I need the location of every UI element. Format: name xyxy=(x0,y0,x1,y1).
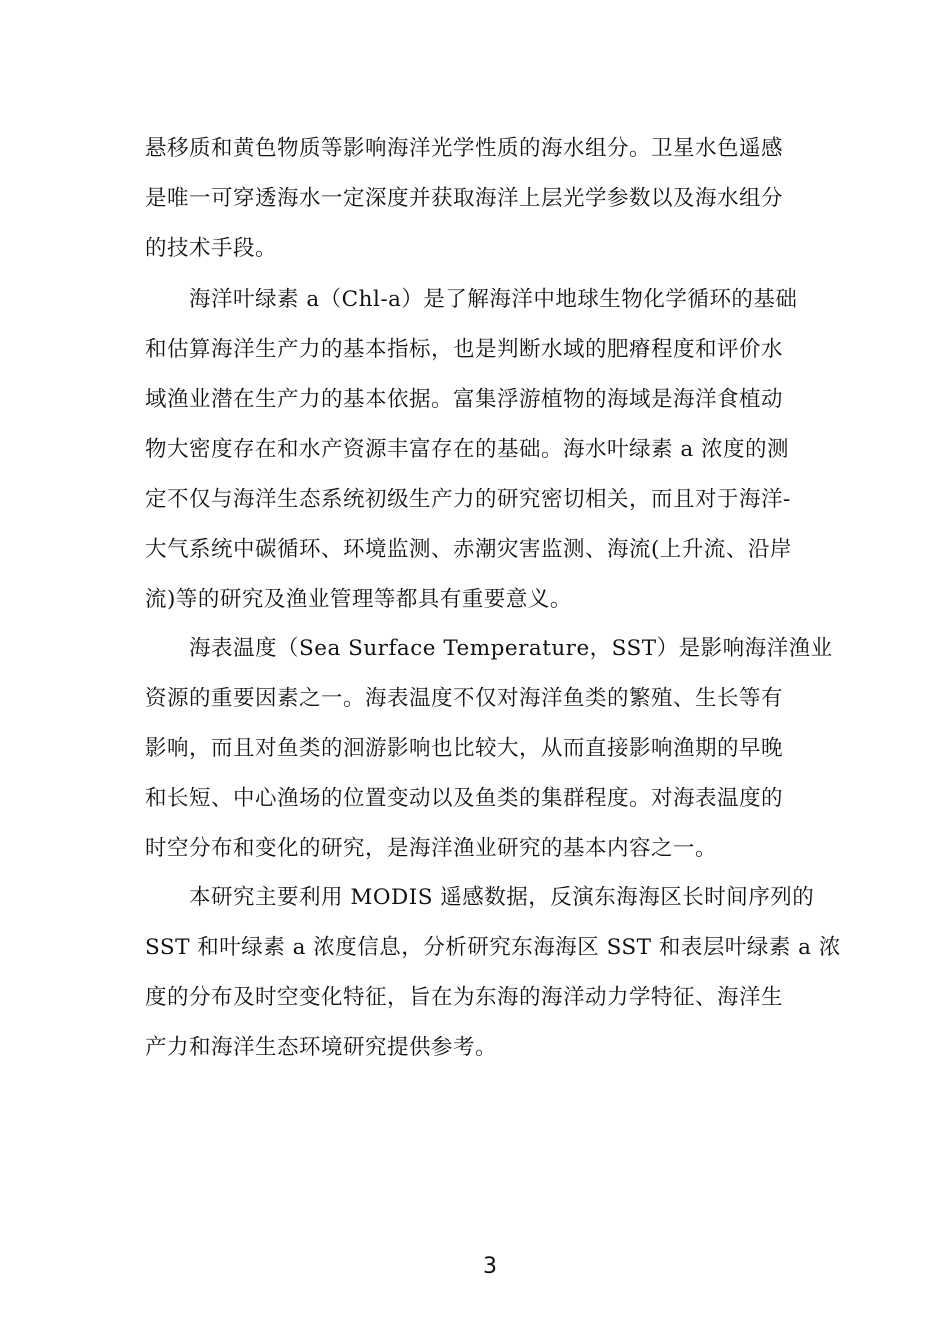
paragraph-3-line-3: 影响，而且对鱼类的洄游影响也比较大，从而直接影响渔期的早晚 xyxy=(145,736,784,761)
paragraph-3-line-1: 海表温度（Sea Surface Temperature，SST）是影响海洋渔业 xyxy=(189,636,833,661)
paragraph-3-line-4: 和长短、中心渔场的位置变动以及鱼类的集群程度。对海表温度的 xyxy=(145,786,784,811)
paragraph-2-line-4: 物大密度存在和水产资源丰富存在的基础。海水叶绿素 a 浓度的测 xyxy=(145,437,789,462)
paragraph-2-line-5: 定不仅与海洋生态系统初级生产力的研究密切相关，而且对于海洋- xyxy=(145,487,791,512)
paragraph-2-line-3: 域渔业潜在生产力的基本依据。富集浮游植物的海域是海洋食植动 xyxy=(145,387,784,412)
paragraph-4-line-3: 度的分布及时空变化特征，旨在为东海的海洋动力学特征、海洋生 xyxy=(145,985,784,1010)
paragraph-2-line-6: 大气系统中碳循环、环境监测、赤潮灾害监测、海流(上升流、沿岸 xyxy=(145,537,792,562)
paragraph-4-line-1: 本研究主要利用 MODIS 遥感数据，反演东海海区长时间序列的 xyxy=(189,885,815,910)
paragraph-2-line-1: 海洋叶绿素 a（Chl-a）是了解海洋中地球生物化学循环的基础 xyxy=(189,287,798,312)
paragraph-1-line-3: 的技术手段。 xyxy=(145,236,278,261)
paragraph-2-line-2: 和估算海洋生产力的基本指标，也是判断水域的肥瘠程度和评价水 xyxy=(145,337,784,362)
paragraph-3-line-2: 资源的重要因素之一。海表温度不仅对海洋鱼类的繁殖、生长等有 xyxy=(145,686,784,711)
paragraph-2-line-7: 流)等的研究及渔业管理等都具有重要意义。 xyxy=(145,587,572,612)
paragraph-3-line-5: 时空分布和变化的研究，是海洋渔业研究的基本内容之一。 xyxy=(145,836,718,861)
paragraph-1-line-1: 悬移质和黄色物质等影响海洋光学性质的海水组分。卫星水色遥感 xyxy=(145,136,784,161)
paragraph-4-line-4: 产力和海洋生态环境研究提供参考。 xyxy=(145,1035,498,1060)
page-number: 3 xyxy=(483,1254,497,1279)
paragraph-4-line-2: SST 和叶绿素 a 浓度信息，分析研究东海海区 SST 和表层叶绿素 a 浓 xyxy=(145,935,841,960)
paragraph-1-line-2: 是唯一可穿透海水一定深度并获取海洋上层光学参数以及海水组分 xyxy=(145,186,784,211)
